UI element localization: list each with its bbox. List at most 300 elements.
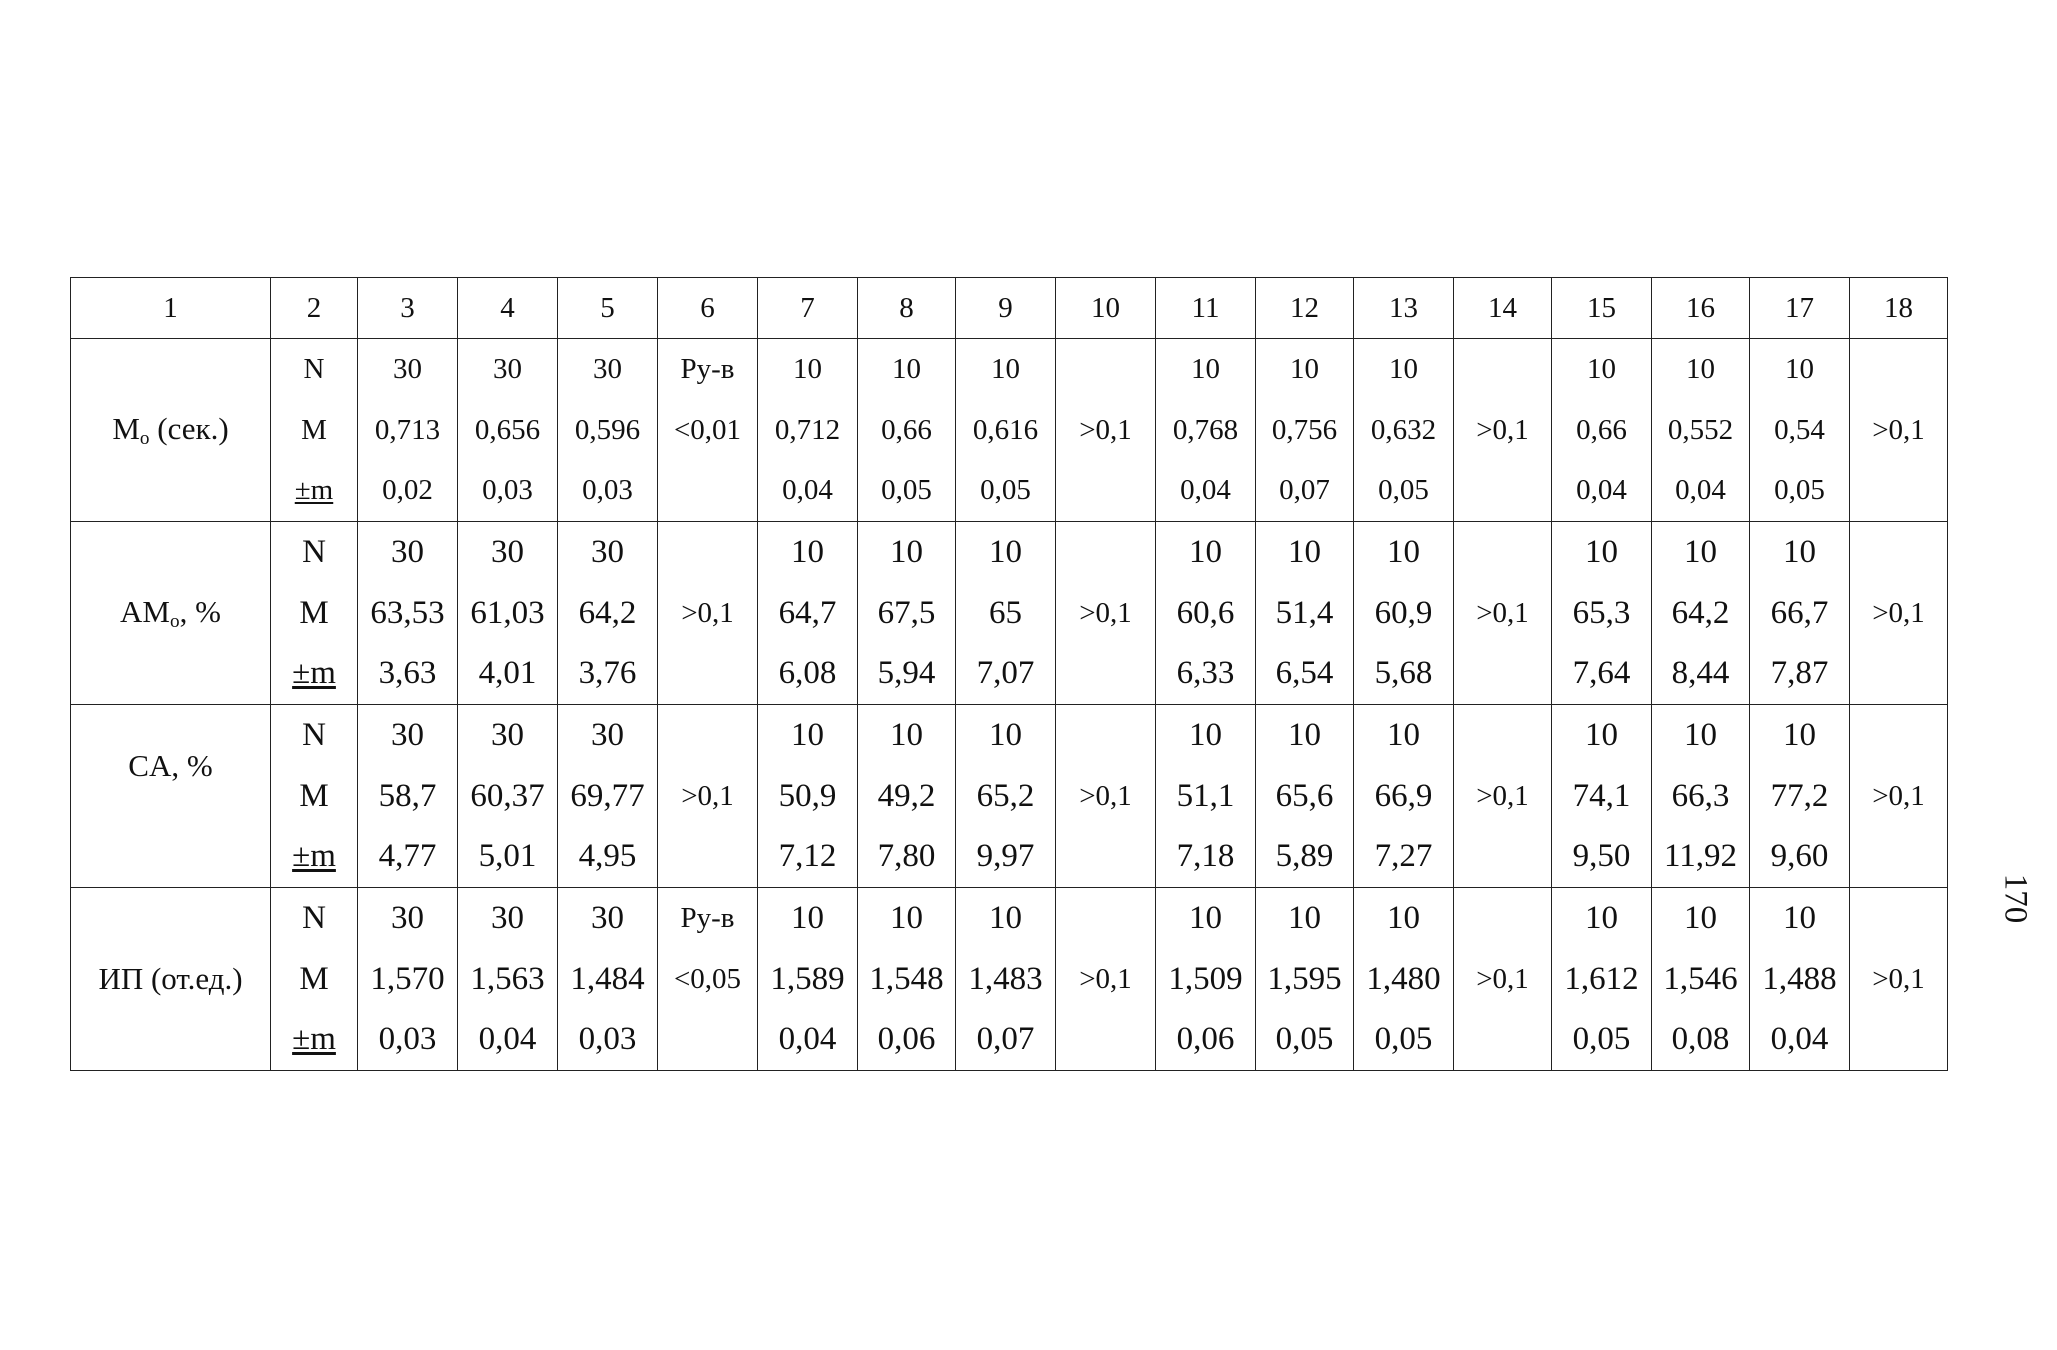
- cell-value: 7,27: [1374, 838, 1433, 875]
- cell-value: 30: [591, 716, 624, 753]
- header-cell: 10: [1056, 278, 1156, 339]
- data-cell: [1256, 705, 1354, 888]
- cell-value: 58,7: [378, 777, 437, 814]
- cell-value: 10: [1290, 352, 1319, 385]
- p-value-cell: [1056, 339, 1156, 522]
- data-cell: [458, 339, 558, 522]
- cell-value: 0,712: [774, 413, 841, 446]
- cell-value: 60,37: [470, 777, 545, 814]
- cell-value: 30: [491, 899, 524, 936]
- cell-value: 10: [1686, 352, 1715, 385]
- cell-value: 0,04: [1770, 1021, 1829, 1058]
- cell-value: 10: [791, 899, 824, 936]
- data-cell: [558, 522, 658, 705]
- cell-value: 0,552: [1667, 413, 1734, 446]
- cell-value: 30: [493, 352, 522, 385]
- stat-label: ±m: [294, 474, 334, 507]
- cell-value: 11,92: [1663, 838, 1738, 875]
- cell-value: >0,1: [1079, 779, 1132, 812]
- p-value-cell: [1850, 522, 1948, 705]
- cell-value: 65,2: [976, 777, 1035, 814]
- cell-value: 0,656: [474, 413, 541, 446]
- cell-value: 0,66: [1576, 413, 1627, 446]
- cell-value: 1,563: [470, 960, 545, 997]
- cell-value: 0,07: [976, 1021, 1035, 1058]
- cell-value: 61,03: [470, 594, 545, 631]
- cell-value: 10: [1387, 899, 1420, 936]
- cell-value: 0,54: [1774, 413, 1825, 446]
- cell-value: 0,05: [1275, 1021, 1334, 1058]
- cell-value: 10: [1387, 533, 1420, 570]
- cell-value: 0,632: [1370, 413, 1437, 446]
- cell-value: 0,756: [1271, 413, 1338, 446]
- data-cell: [858, 705, 956, 888]
- header-cell: 9: [956, 278, 1056, 339]
- cell-value: 6,54: [1275, 655, 1334, 692]
- table-row: [71, 705, 1948, 888]
- data-cell: [1750, 888, 1850, 1071]
- cell-value: 10: [793, 352, 822, 385]
- p-value-cell: [1454, 705, 1552, 888]
- p-value-cell: [658, 522, 758, 705]
- data-cell: [1354, 888, 1454, 1071]
- p-value-cell: [1850, 339, 1948, 522]
- cell-value: 66,9: [1374, 777, 1433, 814]
- cell-value: [1056, 1009, 1155, 1070]
- cell-value: 65,3: [1572, 594, 1631, 631]
- cell-value: 10: [1288, 716, 1321, 753]
- cell-value: 69,77: [570, 777, 645, 814]
- p-value-cell: [1056, 888, 1156, 1071]
- cell-value: [1056, 339, 1155, 400]
- cell-value: 65: [989, 594, 1022, 631]
- p-value-cell: [1850, 705, 1948, 888]
- cell-value: 1,509: [1168, 960, 1243, 997]
- cell-value: 0,04: [778, 1021, 837, 1058]
- cell-value: 10: [1288, 533, 1321, 570]
- cell-value: 10: [791, 716, 824, 753]
- cell-value: 10: [1587, 352, 1616, 385]
- cell-value: 0,06: [877, 1021, 936, 1058]
- data-cell: [1552, 888, 1652, 1071]
- cell-value: 0,768: [1172, 413, 1239, 446]
- cell-value: 30: [593, 352, 622, 385]
- data-cell: [956, 522, 1056, 705]
- cell-value: 64,2: [578, 594, 637, 631]
- cell-value: 0,08: [1671, 1021, 1730, 1058]
- cell-value: 5,94: [877, 655, 936, 692]
- cell-value: [658, 522, 757, 583]
- cell-value: [658, 643, 757, 704]
- cell-value: 63,53: [370, 594, 445, 631]
- cell-value: 30: [591, 899, 624, 936]
- cell-value: 51,1: [1176, 777, 1235, 814]
- data-cell: [858, 522, 956, 705]
- cell-value: 1,488: [1762, 960, 1837, 997]
- cell-value: [1454, 339, 1551, 400]
- cell-value: 10: [1189, 716, 1222, 753]
- cell-value: 10: [989, 899, 1022, 936]
- header-cell: 14: [1454, 278, 1552, 339]
- data-table: [70, 277, 1948, 1071]
- row-label-text: CA, %: [128, 748, 213, 783]
- stat-label: M: [299, 777, 329, 814]
- cell-value: 9,50: [1572, 838, 1631, 875]
- header-cell: 3: [358, 278, 458, 339]
- header-cell: 8: [858, 278, 956, 339]
- cell-value: 9,60: [1770, 838, 1829, 875]
- cell-value: 1,484: [570, 960, 645, 997]
- cell-value: 5,68: [1374, 655, 1433, 692]
- row-label-text: $M_o$ (сек.): [112, 410, 229, 449]
- row-label-text: ИП (от.ед.): [98, 961, 243, 996]
- cell-value: 1,480: [1366, 960, 1441, 997]
- header-cell: 2: [271, 278, 358, 339]
- cell-value: 4,95: [578, 838, 637, 875]
- cell-value: 0,05: [881, 474, 932, 507]
- cell-value: 66,3: [1671, 777, 1730, 814]
- data-cell: [1156, 888, 1256, 1071]
- data-cell: [1552, 339, 1652, 522]
- cell-value: 10: [791, 533, 824, 570]
- data-cell: [858, 888, 956, 1071]
- cell-value: [658, 460, 757, 521]
- header-cell: 7: [758, 278, 858, 339]
- cell-value: 10: [890, 716, 923, 753]
- header-cell: 11: [1156, 278, 1256, 339]
- stat-labels: [271, 705, 358, 888]
- data-cell: [956, 705, 1056, 888]
- cell-value: 0,05: [980, 474, 1031, 507]
- data-cell: [358, 522, 458, 705]
- cell-value: [1454, 522, 1551, 583]
- cell-value: <0,05: [673, 962, 742, 995]
- p-value-cell: [1454, 339, 1552, 522]
- page-number: 170: [1997, 873, 2034, 924]
- cell-value: 67,5: [877, 594, 936, 631]
- stat-label: N: [302, 899, 326, 936]
- cell-value: 0,04: [1576, 474, 1627, 507]
- table-row: [71, 888, 1948, 1071]
- cell-value: 10: [1585, 716, 1618, 753]
- cell-value: 10: [989, 533, 1022, 570]
- header-cell: 1: [71, 278, 271, 339]
- cell-value: [1056, 705, 1155, 766]
- data-cell: [758, 888, 858, 1071]
- cell-value: [1850, 1009, 1947, 1070]
- cell-value: 64,7: [778, 594, 837, 631]
- cell-value: 0,05: [1374, 1021, 1433, 1058]
- data-cell: [1354, 522, 1454, 705]
- cell-value: 7,12: [778, 838, 837, 875]
- cell-value: P у-в: [680, 901, 735, 934]
- p-value-cell: [1850, 888, 1948, 1071]
- data-cell: [1552, 522, 1652, 705]
- data-cell: [1652, 339, 1750, 522]
- cell-value: 7,80: [877, 838, 936, 875]
- cell-value: >0,1: [1872, 962, 1925, 995]
- cell-value: 7,64: [1572, 655, 1631, 692]
- data-cell: [956, 339, 1056, 522]
- cell-value: 0,05: [1378, 474, 1429, 507]
- data-cell: [758, 522, 858, 705]
- cell-value: 10: [1783, 899, 1816, 936]
- cell-value: [658, 1009, 757, 1070]
- cell-value: 0,03: [582, 474, 633, 507]
- cell-value: P у-в: [680, 352, 735, 385]
- cell-value: 10: [1288, 899, 1321, 936]
- cell-value: 1,589: [770, 960, 845, 997]
- cell-value: 3,76: [578, 655, 637, 692]
- cell-value: 49,2: [877, 777, 936, 814]
- cell-value: 5,01: [478, 838, 537, 875]
- cell-value: 4,77: [378, 838, 437, 875]
- cell-value: 0,596: [574, 413, 641, 446]
- cell-value: 8,44: [1671, 655, 1730, 692]
- stat-labels: [271, 522, 358, 705]
- cell-value: 10: [1783, 716, 1816, 753]
- cell-value: 10: [1585, 899, 1618, 936]
- data-cell: [458, 705, 558, 888]
- cell-value: 74,1: [1572, 777, 1631, 814]
- stat-label: N: [303, 352, 325, 385]
- cell-value: 10: [1684, 716, 1717, 753]
- cell-value: 60,6: [1176, 594, 1235, 631]
- data-cell: [1156, 339, 1256, 522]
- cell-value: [1454, 705, 1551, 766]
- row-label: [71, 339, 271, 522]
- data-cell: [1156, 522, 1256, 705]
- p-value-cell: [1056, 705, 1156, 888]
- cell-value: 5,89: [1275, 838, 1334, 875]
- cell-value: 30: [391, 533, 424, 570]
- cell-value: 0,713: [374, 413, 441, 446]
- cell-value: 0,616: [972, 413, 1039, 446]
- cell-value: 10: [890, 899, 923, 936]
- cell-value: 10: [1189, 533, 1222, 570]
- stat-label: M: [299, 594, 329, 631]
- cell-value: >0,1: [681, 596, 734, 629]
- p-value-cell: [658, 339, 758, 522]
- cell-value: [658, 705, 757, 766]
- cell-value: 0,03: [578, 1021, 637, 1058]
- cell-value: 10: [989, 716, 1022, 753]
- cell-value: 1,595: [1267, 960, 1342, 997]
- header-cell: 12: [1256, 278, 1354, 339]
- cell-value: [1850, 826, 1947, 887]
- cell-value: [1454, 826, 1551, 887]
- cell-value: [1850, 705, 1947, 766]
- cell-value: 7,87: [1770, 655, 1829, 692]
- data-cell: [1354, 339, 1454, 522]
- stat-label: M: [301, 413, 327, 446]
- cell-value: [1056, 460, 1155, 521]
- cell-value: 10: [991, 352, 1020, 385]
- cell-value: [1850, 643, 1947, 704]
- cell-value: >0,1: [1079, 596, 1132, 629]
- cell-value: [1850, 460, 1947, 521]
- data-cell: [1652, 705, 1750, 888]
- cell-value: [1454, 1009, 1551, 1070]
- cell-value: 10: [1783, 533, 1816, 570]
- p-value-cell: [658, 705, 758, 888]
- cell-value: 0,04: [1180, 474, 1231, 507]
- stat-label: ±m: [292, 1021, 336, 1058]
- data-cell: [558, 339, 658, 522]
- stat-label: ±m: [292, 838, 336, 875]
- cell-value: 10: [892, 352, 921, 385]
- table-row: [71, 339, 1948, 522]
- row-label: [71, 522, 271, 705]
- data-cell: [1750, 522, 1850, 705]
- header-cell: 17: [1750, 278, 1850, 339]
- cell-value: [1850, 522, 1947, 583]
- data-cell: [758, 339, 858, 522]
- cell-value: 1,483: [968, 960, 1043, 997]
- cell-value: [1056, 888, 1155, 949]
- cell-value: 9,97: [976, 838, 1035, 875]
- cell-value: [1454, 888, 1551, 949]
- data-cell: [1256, 522, 1354, 705]
- cell-value: 30: [391, 899, 424, 936]
- cell-value: [1454, 460, 1551, 521]
- cell-value: >0,1: [1079, 413, 1132, 446]
- data-cell: [1354, 705, 1454, 888]
- cell-value: [1056, 522, 1155, 583]
- data-cell: [1652, 888, 1750, 1071]
- cell-value: 10: [1389, 352, 1418, 385]
- cell-value: 51,4: [1275, 594, 1334, 631]
- data-cell: [458, 522, 558, 705]
- cell-value: >0,1: [1476, 779, 1529, 812]
- cell-value: 30: [491, 716, 524, 753]
- cell-value: 0,04: [782, 474, 833, 507]
- data-cell: [1256, 339, 1354, 522]
- row-label: [71, 888, 271, 1071]
- header-cell: 6: [658, 278, 758, 339]
- cell-value: 3,63: [378, 655, 437, 692]
- p-value-cell: [1454, 522, 1552, 705]
- stat-labels: [271, 339, 358, 522]
- data-cell: [858, 339, 956, 522]
- data-cell: [1750, 339, 1850, 522]
- table-row: [71, 522, 1948, 705]
- data-cell: [458, 888, 558, 1071]
- cell-value: 6,08: [778, 655, 837, 692]
- cell-value: 65,6: [1275, 777, 1334, 814]
- cell-value: 1,546: [1663, 960, 1738, 997]
- cell-value: 1,548: [869, 960, 944, 997]
- cell-value: 10: [1785, 352, 1814, 385]
- cell-value: 7,18: [1176, 838, 1235, 875]
- p-value-cell: [658, 888, 758, 1071]
- cell-value: [1056, 826, 1155, 887]
- cell-value: 0,04: [1675, 474, 1726, 507]
- cell-value: >0,1: [1476, 413, 1529, 446]
- cell-value: 10: [890, 533, 923, 570]
- cell-value: <0,01: [673, 413, 742, 446]
- cell-value: >0,1: [1476, 596, 1529, 629]
- data-cell: [758, 705, 858, 888]
- header-cell: 15: [1552, 278, 1652, 339]
- cell-value: 7,07: [976, 655, 1035, 692]
- cell-value: >0,1: [1872, 596, 1925, 629]
- cell-value: 10: [1387, 716, 1420, 753]
- cell-value: >0,1: [1476, 962, 1529, 995]
- p-value-cell: [1056, 522, 1156, 705]
- cell-value: [658, 826, 757, 887]
- cell-value: 30: [393, 352, 422, 385]
- data-cell: [1256, 888, 1354, 1071]
- data-cell: [1652, 522, 1750, 705]
- stat-label: ±m: [292, 655, 336, 692]
- cell-value: >0,1: [681, 779, 734, 812]
- cell-value: 60,9: [1374, 594, 1433, 631]
- cell-value: 4,01: [478, 655, 537, 692]
- cell-value: [1454, 643, 1551, 704]
- cell-value: 0,05: [1572, 1021, 1631, 1058]
- cell-value: [1850, 888, 1947, 949]
- data-cell: [1156, 705, 1256, 888]
- cell-value: 10: [1684, 533, 1717, 570]
- data-cell: [358, 705, 458, 888]
- cell-value: 0,05: [1774, 474, 1825, 507]
- cell-value: 30: [391, 716, 424, 753]
- stat-label: N: [302, 533, 326, 570]
- cell-value: 10: [1191, 352, 1220, 385]
- row-label-text: $AM_o$, %: [120, 593, 221, 632]
- header-cell: 4: [458, 278, 558, 339]
- cell-value: 0,02: [382, 474, 433, 507]
- data-cell: [358, 888, 458, 1071]
- cell-value: 10: [1585, 533, 1618, 570]
- header-cell: 16: [1652, 278, 1750, 339]
- data-cell: [558, 888, 658, 1071]
- data-cell: [1552, 705, 1652, 888]
- cell-value: 6,33: [1176, 655, 1235, 692]
- cell-value: 77,2: [1770, 777, 1829, 814]
- cell-value: [1056, 643, 1155, 704]
- cell-value: >0,1: [1872, 779, 1925, 812]
- cell-value: 30: [491, 533, 524, 570]
- cell-value: 50,9: [778, 777, 837, 814]
- cell-value: [1850, 339, 1947, 400]
- cell-value: >0,1: [1872, 413, 1925, 446]
- stat-label: N: [302, 716, 326, 753]
- cell-value: 0,03: [378, 1021, 437, 1058]
- cell-value: 10: [1684, 899, 1717, 936]
- cell-value: 0,06: [1176, 1021, 1235, 1058]
- data-cell: [358, 339, 458, 522]
- header-cell: 18: [1850, 278, 1948, 339]
- cell-value: 1,612: [1564, 960, 1639, 997]
- stat-label: M: [299, 960, 329, 997]
- stat-labels: [271, 888, 358, 1071]
- cell-value: 0,04: [478, 1021, 537, 1058]
- cell-value: 64,2: [1671, 594, 1730, 631]
- header-cell: 13: [1354, 278, 1454, 339]
- data-cell: [956, 888, 1056, 1071]
- cell-value: 0,03: [482, 474, 533, 507]
- cell-value: 10: [1189, 899, 1222, 936]
- cell-value: 0,07: [1279, 474, 1330, 507]
- header-row: [71, 278, 1948, 339]
- cell-value: 1,570: [370, 960, 445, 997]
- data-cell: [1750, 705, 1850, 888]
- p-value-cell: [1454, 888, 1552, 1071]
- cell-value: 30: [591, 533, 624, 570]
- data-cell: [558, 705, 658, 888]
